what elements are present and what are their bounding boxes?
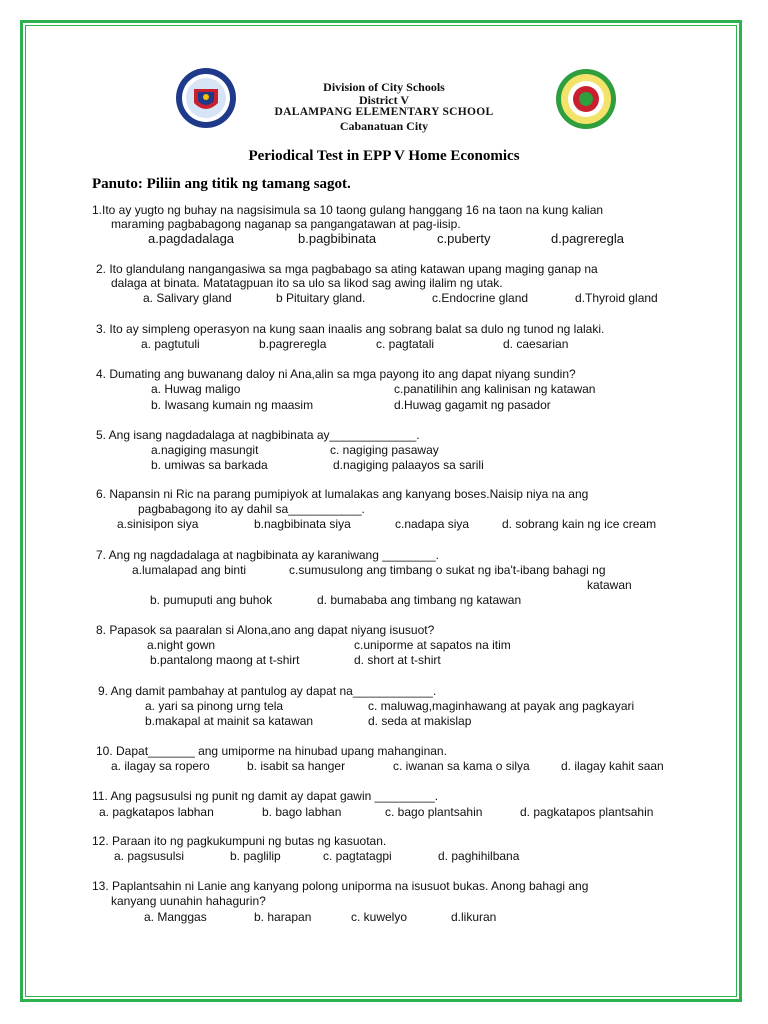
question-1-choice-c: c.puberty — [437, 231, 491, 246]
header-division: Division of City Schools — [323, 80, 445, 94]
question-4-choice-b: b. Iwasang kumain ng maasim — [151, 398, 314, 412]
question-1-choice-d: d.pagreregla — [551, 231, 624, 246]
question-4-choice-d: d.Huwag gagamit ng pasador — [394, 398, 551, 412]
question-2-choice-a: a. Salivary gland — [143, 291, 232, 305]
question-12-choice-c: c. pagtatagpi — [323, 849, 392, 863]
question-4-choice-a: a. Huwag maligo — [151, 382, 241, 396]
question-6-line-1: 6. Napansin ni Ric na parang pumipiyok at lumalakas ang kanyang boses.Naisip niya na ang — [96, 487, 589, 501]
question-5-choice-c: c. nagiging pasaway — [330, 443, 439, 457]
question-10-choice-c: c. iwanan sa kama o silya — [393, 759, 530, 773]
question-6-line-2: pagbabagong ito ay dahil sa___________. — [138, 502, 365, 516]
question-7-choice-b: b. pumuputi ang buhok — [150, 593, 273, 607]
question-12-choice-d: d. paghihilbana — [438, 849, 520, 863]
question-11-choice-c: c. bago plantsahin — [385, 805, 483, 819]
question-4-choice-c: c.panatilihin ang kalinisan ng katawan — [394, 382, 596, 396]
question-3-line-1: 3. Ito ay simpleng operasyon na kung saan inaalis ang sobrang balat sa dulo ng tunod ng lalaki. — [96, 322, 605, 336]
question-2-line-2: dalaga at binata. Matatagpuan ito sa ulo sa likod sag awing ilalim ng utak. — [111, 276, 503, 290]
question-7-choice-c: c.sumusulong ang timbang o sukat ng iba't-ibang bahagi ng — [289, 563, 606, 577]
header-district: District V — [358, 93, 410, 107]
question-8-choice-b: b.pantalong maong at t-shirt — [150, 653, 300, 667]
question-2-choice-d: d.Thyroid gland — [575, 291, 658, 305]
instructions: Panuto: Piliin ang titik ng tamang sagot. — [92, 176, 351, 192]
question-9-line-1: 9. Ang damit pambahay at pantulog ay dapat na____________. — [98, 684, 437, 698]
question-7-choice-c-continued: katawan — [587, 578, 632, 592]
question-6-choice-b: b.nagbibinata siya — [254, 517, 351, 531]
question-11-choice-a: a. pagkatapos labhan — [99, 805, 214, 819]
question-3-choice-c: c. pagtatali — [376, 337, 435, 351]
question-1-choice-b: b.pagbibinata — [298, 231, 377, 246]
question-3-choice-a: a. pagtutuli — [141, 337, 200, 351]
question-11-choice-d: d. pagkatapos plantsahin — [520, 805, 654, 819]
question-9-choice-d: d. seda at makislap — [368, 714, 472, 728]
question-5-choice-d: d.nagiging palaayos sa sarili — [333, 458, 484, 472]
question-2-choice-c: c.Endocrine gland — [432, 291, 529, 305]
question-10-choice-a: a. ilagay sa ropero — [111, 759, 210, 773]
question-13-choice-a: a. Manggas — [144, 910, 207, 924]
question-7-choice-d: d. bumababa ang timbang ng katawan — [317, 593, 522, 607]
question-13-line-2: kanyang uunahin hahagurin? — [111, 894, 266, 908]
question-7-choice-a: a.lumalapad ang binti — [132, 563, 247, 577]
question-8-choice-d: d. short at t-shirt — [354, 653, 441, 667]
question-9-choice-b: b.makapal at mainit sa katawan — [145, 714, 314, 728]
question-5-choice-b: b. umiwas sa barkada — [151, 458, 268, 472]
question-10-line-1: 10. Dapat_______ ang umiporme na hinubad upang mahanginan. — [96, 744, 447, 758]
question-9-choice-a: a. yari sa pinong urng tela — [145, 699, 284, 713]
question-11-choice-b: b. bago labhan — [262, 805, 342, 819]
question-1-line-2: maraming pagbabagong naganap sa pangangatawan at pag-iisip. — [111, 217, 461, 231]
question-6-choice-c: c.nadapa siya — [395, 517, 470, 531]
question-11-line-1: 11. Ang pagsusulsi ng punit ng damit ay dapat gawin _________. — [92, 789, 439, 803]
question-6-choice-d: d. sobrang kain ng ice cream — [502, 517, 657, 531]
header-city: Cabanatuan City — [339, 119, 429, 133]
question-10-choice-d: d. ilagay kahit saan — [561, 759, 664, 773]
question-3-choice-d: d. caesarian — [503, 337, 569, 351]
question-4-line-1: 4. Dumating ang buwanang daloy ni Ana,alin sa mga payong ito ang dapat niyang sundin? — [96, 367, 576, 381]
question-9-choice-c: c. maluwag,maginhawang at payak ang pagkayari — [368, 699, 635, 713]
test-title: Periodical Test in EPP V Home Economics — [248, 148, 520, 164]
question-2-line-1: 2. Ito glandulang nangangasiwa sa mga pagbabago sa ating katawan upang maging ganap na — [96, 262, 598, 276]
question-12-choice-a: a. pagsusulsi — [114, 849, 185, 863]
school-seal-logo — [555, 68, 617, 130]
deped-seal-logo — [175, 67, 237, 129]
question-12-choice-b: b. paglilip — [230, 849, 281, 863]
header-school-name: DALAMPANG ELEMENTARY SCHOOL — [274, 106, 494, 118]
question-7-line-1: 7. Ang ng nagdadalaga at nagbibinata ay karaniwang ________. — [96, 548, 439, 562]
question-6-choice-a: a.sinisipon siya — [117, 517, 199, 531]
question-1-choice-a: a.pagdadalaga — [148, 231, 235, 246]
question-8-line-1: 8. Papasok sa paaralan si Alona,ano ang dapat niyang isusuot? — [96, 623, 435, 637]
question-8-choice-a: a.night gown — [147, 638, 216, 652]
question-13-choice-c: c. kuwelyo — [351, 910, 408, 924]
question-2-choice-b: b Pituitary gland. — [276, 291, 366, 305]
question-5-line-1: 5. Ang isang nagdadalaga at nagbibinata ay_____________. — [96, 428, 420, 442]
question-3-choice-b: b.pagreregla — [259, 337, 327, 351]
question-10-choice-b: b. isabit sa hanger — [247, 759, 346, 773]
question-5-choice-a: a.nagiging masungit — [151, 443, 259, 457]
question-13-line-1: 13. Paplantsahin ni Lanie ang kanyang polong uniporma na isusuot bukas. Anong bahagi ang — [92, 879, 589, 893]
question-13-choice-d: d.likuran — [451, 910, 497, 924]
question-8-choice-c: c.uniporme at sapatos na itim — [354, 638, 511, 652]
question-13-choice-b: b. harapan — [254, 910, 312, 924]
question-1-line-1: 1.Ito ay yugto ng buhay na nagsisimula sa 10 taong gulang hanggang 16 na taon na kung kalian — [92, 203, 604, 217]
question-12-line-1: 12. Paraan ito ng pagkukumpuni ng butas ng kasuotan. — [92, 834, 387, 848]
